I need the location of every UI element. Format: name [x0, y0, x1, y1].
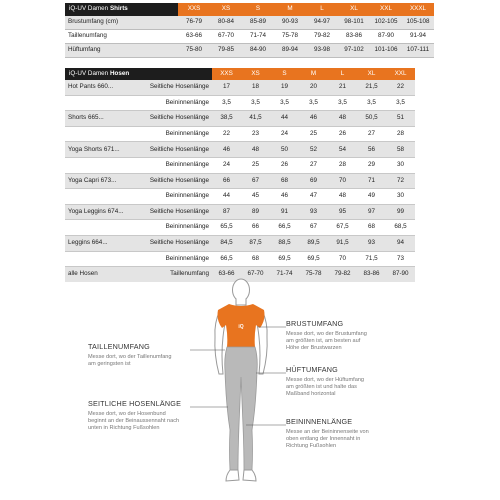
table-cell: 97-102 [338, 44, 370, 58]
product-name: Hot Pants 660... [65, 80, 132, 95]
size-header: XL [338, 3, 370, 16]
hosen-header-row [65, 68, 415, 80]
measurement-label: Taillenumfang [170, 270, 210, 278]
table-cell: 102-105 [370, 16, 402, 30]
table-cell: 87-90 [370, 30, 402, 44]
figure-head [233, 279, 250, 301]
table-cell: 70 [328, 173, 357, 189]
table-cell: 95 [328, 204, 357, 220]
table-cell: 26 [328, 126, 357, 142]
annotation-huftumfang [286, 365, 364, 398]
table-cell: 71-74 [276, 270, 293, 278]
table-cell: 68 [241, 251, 270, 267]
table-cell: 85-89 [242, 16, 274, 30]
table-cell: 17 [212, 80, 241, 95]
table-cell: 70 [328, 251, 357, 267]
table-cell: 99 [386, 204, 415, 220]
table-row [65, 157, 415, 173]
table-cell: 22 [212, 126, 241, 142]
table-row [65, 44, 434, 58]
figure-tights [225, 347, 258, 470]
hosen-title-prefix: iQ-UV Damen [69, 69, 110, 77]
body-illustration [0, 275, 500, 500]
table-cell: 30 [386, 157, 415, 173]
table-cell: 46 [270, 189, 299, 205]
table-row [65, 126, 415, 142]
table-row [65, 235, 415, 251]
table-cell: 73 [386, 251, 415, 267]
table-cell: 71,5 [357, 251, 386, 267]
size-header: S [242, 3, 274, 16]
table-cell: 68,5 [386, 220, 415, 236]
table-row [65, 220, 415, 236]
size-header: M [274, 3, 306, 16]
shirts-title-bold: Shirts [109, 5, 128, 13]
table-cell: 80-84 [210, 16, 242, 30]
table-cell: 67-70 [210, 30, 242, 44]
table-cell: 65,5 [212, 220, 241, 236]
table-cell: 63-66 [218, 270, 235, 278]
annotation-title: TAILLENUMFANG [88, 342, 150, 351]
table-cell: 58 [386, 142, 415, 158]
size-header: XXXL [402, 3, 434, 16]
measurement-label: Beininnenlänge [132, 220, 212, 236]
table-cell: 91-94 [402, 30, 434, 44]
annotation-taillenumfang [88, 342, 172, 368]
table-cell: 25 [299, 126, 328, 142]
table-row [65, 204, 415, 220]
table-row [65, 30, 434, 44]
measurement-label: Beininnenlänge [132, 126, 212, 142]
hosen-title-bold: Hosen [109, 69, 130, 77]
measurement-label: Beininnenlänge [132, 157, 212, 173]
product-name [65, 189, 132, 205]
table-row [65, 111, 415, 127]
table-cell: 3,5 [357, 95, 386, 111]
table-cell: 71 [357, 173, 386, 189]
table-cell: 89-94 [274, 44, 306, 58]
table-cell: 87-90 [392, 270, 409, 278]
annotation-brustumfang [286, 319, 367, 352]
table-cell: 75-80 [178, 44, 210, 58]
table-cell: 107-111 [402, 44, 434, 58]
table-cell: 87,5 [241, 235, 270, 251]
hosen-table-body [65, 80, 415, 282]
table-cell: 84-90 [242, 44, 274, 58]
table-cell: 25 [241, 157, 270, 173]
table-cell: 68 [357, 220, 386, 236]
size-header: XXL [386, 68, 415, 80]
table-row [65, 16, 434, 30]
annotation-title: BRUSTUMFANG [286, 319, 344, 328]
measurement-label: Seitliche Hosenlänge [132, 111, 212, 127]
table-row [65, 95, 415, 111]
table-cell: 3,5 [270, 95, 299, 111]
table-cell: 28 [386, 126, 415, 142]
table-cell: 48 [328, 189, 357, 205]
product-name [65, 157, 132, 173]
table-cell: 66 [212, 173, 241, 189]
table-cell: 22 [386, 80, 415, 95]
annotation-seitliche-hosenlange [88, 399, 181, 432]
size-header: XXS [212, 68, 241, 80]
table-cell: 26 [270, 157, 299, 173]
product-name: alle Hosen [68, 270, 98, 278]
table-cell: 68 [270, 173, 299, 189]
table-cell: 51 [386, 111, 415, 127]
table-cell: 94-97 [306, 16, 338, 30]
size-header: XS [241, 68, 270, 80]
measurement-label: Seitliche Hosenlänge [132, 142, 212, 158]
shirts-table-body [65, 16, 434, 58]
table-cell: 38,5 [212, 111, 241, 127]
shirt-logo: iQ [238, 324, 244, 330]
table-cell: 3,5 [386, 95, 415, 111]
shirts-title-prefix: iQ-UV Damen [69, 5, 110, 13]
table-cell: 3,5 [299, 95, 328, 111]
table-cell: 20 [299, 80, 328, 95]
table-cell: 67,5 [328, 220, 357, 236]
figure-foot-right [243, 470, 256, 481]
table-cell: 63-66 [178, 30, 210, 44]
table-cell: 67 [299, 220, 328, 236]
table-cell: 46 [212, 142, 241, 158]
table-cell: 29 [357, 157, 386, 173]
product-name: Yoga Shorts 671... [65, 142, 132, 158]
table-cell: 93-98 [306, 44, 338, 58]
table-cell: 66,5 [212, 251, 241, 267]
annotation-title: BEININNENLÄNGE [286, 417, 353, 426]
figure-neck [236, 299, 246, 305]
size-header: XXS [178, 3, 210, 16]
table-cell: 18 [241, 80, 270, 95]
table-cell: 41,5 [241, 111, 270, 127]
table-cell: 48 [241, 142, 270, 158]
table-cell: 90-93 [274, 16, 306, 30]
annotation-title: SEITLICHE HOSENLÄNGE [88, 399, 182, 408]
table-cell: 79-82 [334, 270, 351, 278]
product-name [65, 126, 132, 142]
product-name: Yoga Capri 673... [65, 173, 132, 189]
table-cell: 3,5 [241, 95, 270, 111]
table-cell: 71-74 [242, 30, 274, 44]
table-cell: 91,5 [328, 235, 357, 251]
hosen-table-title [65, 68, 212, 80]
product-name: Leggins 664... [65, 235, 132, 251]
table-cell: 44 [270, 111, 299, 127]
table-cell: 76-79 [178, 16, 210, 30]
annotation-description: Messe an der Beininnenseite von oben entlang der Innennaht in Richtung Fußsohlen [286, 429, 369, 449]
size-header: XS [210, 3, 242, 16]
table-cell: 24 [270, 126, 299, 142]
annotation-description: Messe dort, wo der Hüftumfang am größten ist und halte das Maßband horizontal [286, 377, 365, 397]
table-cell: 21,5 [357, 80, 386, 95]
table-cell: 52 [299, 142, 328, 158]
annotation-description: Messe dort, wo der Taillenumfang am geringsten ist [88, 354, 172, 367]
table-cell: 66,5 [270, 220, 299, 236]
product-name [65, 95, 132, 111]
size-header: XL [357, 68, 386, 80]
size-header: L [306, 3, 338, 16]
table-cell: 27 [299, 157, 328, 173]
product-name: Shorts 665... [65, 111, 132, 127]
table-cell: 69,5 [270, 251, 299, 267]
table-cell: 75-78 [274, 30, 306, 44]
table-cell: 49 [357, 189, 386, 205]
table-cell: 89,5 [299, 235, 328, 251]
table-cell: 87 [212, 204, 241, 220]
table-row [65, 173, 415, 189]
table-cell: 94 [386, 235, 415, 251]
table-cell: 88,5 [270, 235, 299, 251]
table-cell: 83-86 [338, 30, 370, 44]
annotation-description: Messe dort, wo der Hosenbund beginnt an der Beinaussennaht nach unten in Richtung Fußsohlen [88, 411, 180, 431]
measurement-label: Seitliche Hosenlänge [132, 204, 212, 220]
measurement-label: Seitliche Hosenlänge [132, 173, 212, 189]
table-cell: 69 [299, 173, 328, 189]
measurement-label: Beininnenlänge [132, 95, 212, 111]
table-cell: 79-82 [306, 30, 338, 44]
table-cell: 67 [241, 173, 270, 189]
table-row [65, 251, 415, 267]
table-cell: 28 [328, 157, 357, 173]
table-cell: 47 [299, 189, 328, 205]
table-cell: 19 [270, 80, 299, 95]
table-cell: 98-101 [338, 16, 370, 30]
table-cell: 101-106 [370, 44, 402, 58]
product-name [65, 220, 132, 236]
table-cell: 79-85 [210, 44, 242, 58]
measurement-label: Beininnenlänge [132, 251, 212, 267]
table-cell: 89 [241, 204, 270, 220]
product-name [65, 251, 132, 267]
table-cell: 56 [357, 142, 386, 158]
table-cell: 50 [270, 142, 299, 158]
table-cell: 21 [328, 80, 357, 95]
table-cell: 27 [357, 126, 386, 142]
figure-foot-left [226, 470, 239, 481]
annotation-title: HÜFTUMFANG [286, 365, 338, 374]
measurement-label: Seitliche Hosenlänge [132, 235, 212, 251]
table-cell: 105-108 [402, 16, 434, 30]
table-cell: 54 [328, 142, 357, 158]
size-header: XXL [370, 3, 402, 16]
table-cell: 23 [241, 126, 270, 142]
hosen-size-table [65, 68, 415, 282]
shirts-size-table [65, 3, 434, 58]
table-cell: 24 [212, 157, 241, 173]
table-cell: 93 [357, 235, 386, 251]
table-cell: 3,5 [212, 95, 241, 111]
row-label: Hüftumfang [65, 44, 178, 58]
product-name: Yoga Leggins 674... [65, 204, 132, 220]
measurement-label: Beininnenlänge [132, 189, 212, 205]
table-cell: 48 [328, 111, 357, 127]
shirts-header-row [65, 3, 434, 16]
table-cell: 67-70 [247, 270, 264, 278]
row-label: Taillenumfang [65, 30, 178, 44]
table-cell: 50,5 [357, 111, 386, 127]
table-cell: 97 [357, 204, 386, 220]
table-cell: 91 [270, 204, 299, 220]
size-header: S [270, 68, 299, 80]
table-row [65, 80, 415, 95]
table-row [65, 142, 415, 158]
row-label: Brustumfang (cm) [65, 16, 178, 30]
table-cell: 45 [241, 189, 270, 205]
table-cell: 93 [299, 204, 328, 220]
table-cell: 84,5 [212, 235, 241, 251]
measurement-label: Seitliche Hosenlänge [132, 80, 212, 95]
shirts-table-title [65, 3, 178, 16]
table-cell: 66 [241, 220, 270, 236]
table-cell: 44 [212, 189, 241, 205]
table-cell: 30 [386, 189, 415, 205]
table-cell: 83-86 [363, 270, 380, 278]
measurement-figure [0, 275, 500, 500]
size-header: L [328, 68, 357, 80]
table-row [65, 189, 415, 205]
table-cell: 72 [386, 173, 415, 189]
table-cell: 75-78 [305, 270, 322, 278]
table-cell: 69,5 [299, 251, 328, 267]
table-cell: 3,5 [328, 95, 357, 111]
annotation-beininnenlange [286, 417, 369, 450]
table-cell: 46 [299, 111, 328, 127]
size-header: M [299, 68, 328, 80]
annotation-description: Messe dort, wo der Brustumfang am größten ist, am besten auf Höhe der Brustwarzen [286, 331, 367, 351]
